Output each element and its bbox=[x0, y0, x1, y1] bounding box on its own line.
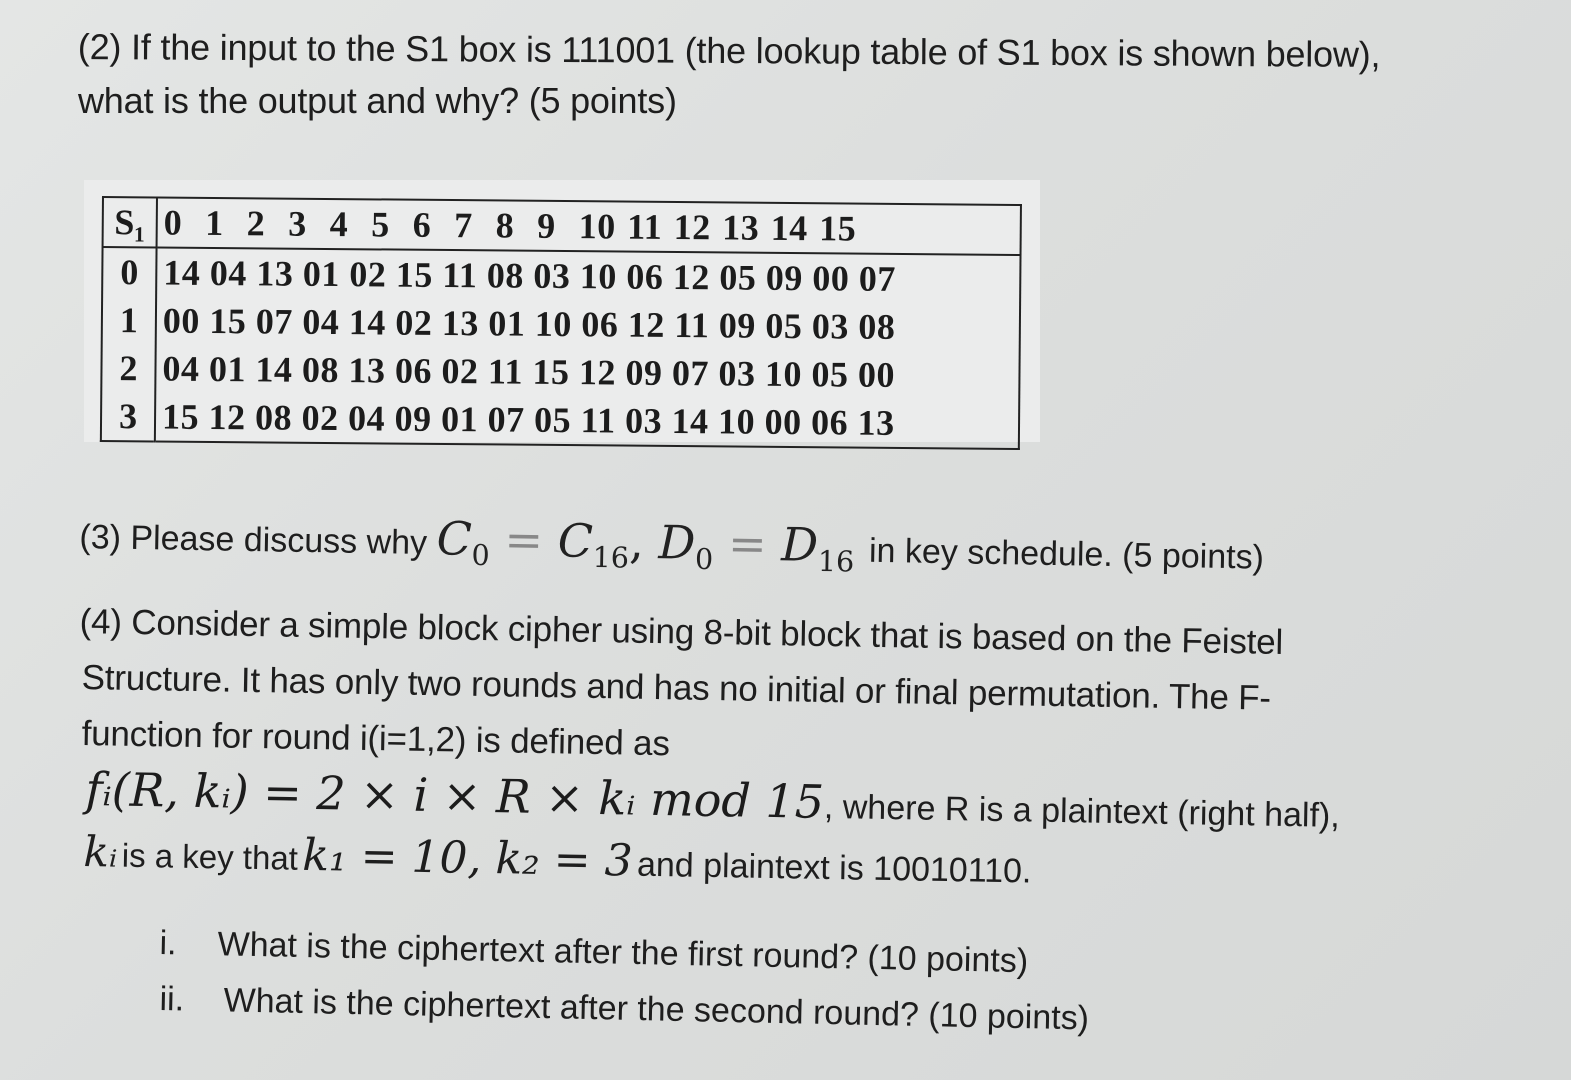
key-symbol: kᵢ bbox=[83, 826, 118, 877]
subquestion-1 bbox=[159, 924, 1028, 981]
plaintext-text: and plaintext is 10010110. bbox=[636, 845, 1032, 891]
sbox-row-values: 14 04 13 01 02 15 11 08 03 10 06 12 05 09 00 07 bbox=[163, 252, 896, 299]
sbox-header-row bbox=[103, 197, 1021, 255]
q4-line2: Structure. It has only two rounds and has no initial or final permutation. The F- bbox=[81, 658, 1272, 718]
sbox-row-label: 0 bbox=[102, 247, 156, 296]
sbox-row-label: 3 bbox=[101, 392, 155, 441]
formula-suffix: , where R is a plaintext (right half), bbox=[823, 787, 1341, 835]
sbox-row-2 bbox=[101, 344, 1019, 400]
q2-line2: what is the output and why? (5 points) bbox=[78, 80, 677, 121]
subquestion-text: What is the ciphertext after the first round? (10 points) bbox=[217, 925, 1029, 981]
key-values: k₁ = 10, k₂ = 3 bbox=[301, 829, 634, 887]
subquestion-2 bbox=[159, 980, 1089, 1038]
sbox-row-3 bbox=[101, 392, 1019, 449]
sbox-row-1 bbox=[102, 296, 1020, 352]
q4-formula-line bbox=[85, 762, 1340, 838]
sbox-row-label: 1 bbox=[102, 296, 156, 344]
q3-suffix: in key schedule. (5 points) bbox=[868, 531, 1265, 577]
q3-equation: $C_0 = C_{16}$, $D_0 = D_{16}$ bbox=[436, 511, 855, 579]
q3-line bbox=[79, 505, 1265, 586]
sbox-table bbox=[100, 196, 1022, 450]
sbox-row-values: 00 15 07 04 14 02 13 01 10 06 12 11 09 05 03 08 bbox=[162, 300, 896, 347]
key-text: is a key that bbox=[121, 836, 299, 877]
sbox-row-values: 04 01 14 08 13 06 02 11 15 12 09 07 03 10 05 00 bbox=[162, 348, 896, 395]
sbox-row-values: 15 12 08 02 04 09 01 07 05 11 03 14 10 00 06 13 bbox=[161, 396, 895, 443]
sbox-column-headers: 0 1 2 3 4 5 6 7 8 9 10 11 12 13 14 15 bbox=[157, 197, 1021, 255]
sbox-corner: S₁ bbox=[103, 197, 157, 247]
q4-line3: function for round i(i=1,2) is defined as bbox=[81, 714, 671, 764]
subquestion-marker: ii. bbox=[159, 980, 185, 1019]
subquestion-marker: i. bbox=[159, 924, 177, 963]
q4-line1: (4) Consider a simple block cipher using 8-bit block that is based on the Feistel bbox=[79, 602, 1284, 662]
q3-prefix: (3) Please discuss why bbox=[79, 517, 428, 563]
q2-line1: (2) If the input to the S1 box is 111001 (the lookup table of S1 box is shown below), bbox=[77, 26, 1381, 75]
sbox-row-0 bbox=[102, 247, 1020, 304]
subquestion-text: What is the ciphertext after the second round? (10 points) bbox=[223, 981, 1090, 1038]
f-function-formula: fᵢ(R, kᵢ) = 2 × i × R × kᵢ mod 15 bbox=[85, 762, 825, 829]
sbox-row-label: 2 bbox=[101, 344, 155, 392]
q4-key-line bbox=[83, 826, 1032, 894]
